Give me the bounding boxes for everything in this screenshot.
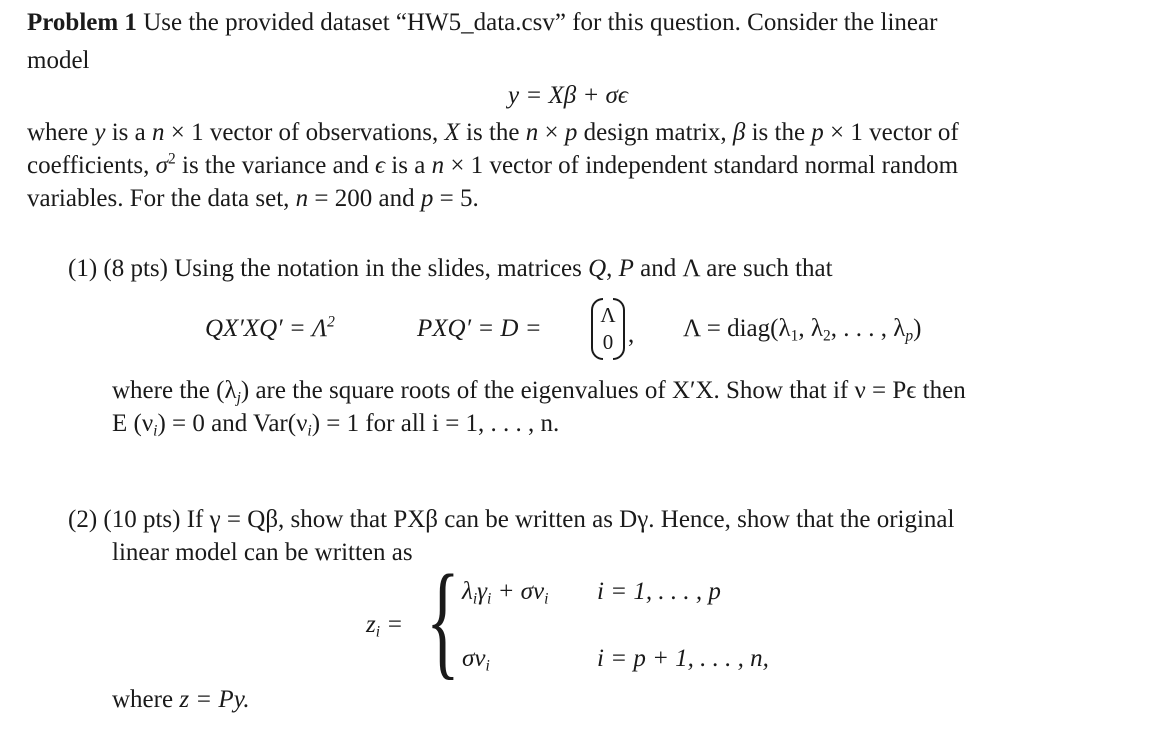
vector-bottom: 0 [602,330,614,354]
part1-expectation-line: E $(\nu_i) = 0$ and $Var(\nu_i) = 1$ for all i = 1, . . . , n. [112,410,560,440]
description-line1: where y is a n × 1 vector of observations, X is the n × p design matrix, β is the p × 1 vector of [27,119,959,146]
part1-text: Using the notation in the slides, matrices [174,255,582,282]
part1-where-line: where the $(\lambda_j)$ are the square roots of the eigenvalues of X′X. Show that if ν = Pϵ then [112,377,966,407]
part1-label: (1) [68,255,98,282]
cases-brace: { [426,549,460,691]
case2-expr: $\sigma\nu_i$ [462,645,490,675]
eq-a-sup: 2 [327,313,335,331]
problem-intro-line2 [27,48,90,73]
part1-eq-a [205,313,335,342]
problem-heading: Problem 1 [27,9,137,36]
cases-lhs: $z_i$ = [366,611,404,641]
problem-intro-text: Use the provided dataset “HW5_data.csv” for this question. Consider the linear [143,9,938,36]
case2-cond [597,646,769,671]
part1-eq-c: $\Lambda = diag(\lambda_1$, $\lambda_2$, . . . , $\lambda_p$) [683,315,922,345]
desc-text: coefficients, [27,152,150,179]
case1-condition: i = 1, . . . , p [597,578,721,605]
where-a: where the (λ [112,377,237,404]
desc-text: vector of independent standard normal random [489,152,959,179]
exp-b: ) = 0 and Var(ν [157,410,308,437]
case1-cond [597,579,721,604]
desc-text: is the [745,119,812,146]
block-vector [591,298,625,360]
eq-a-text: QX′XQ′ = Λ [205,315,328,342]
case2-sigma: σν [462,645,486,672]
case1-expr: $\lambda_i\gamma_i + \sigma\nu_i$ [462,578,549,608]
desc-text: is a [391,152,426,179]
part1-eq-b [417,316,542,341]
desc-text: where [27,119,95,146]
desc-text: and [378,185,415,212]
part2-line2 [112,540,413,565]
where-equation: z = Py. [179,686,250,713]
desc-text: is a [105,119,152,146]
part2-text: If γ = Qβ, show that PXβ can be written as Dγ. Hence, show that the original [186,506,955,533]
description-line2: coefficients, $\sigma^2$ is the variance and ϵ is a n × 1 vector of independent standard normal random [27,150,959,179]
description-line3: variables. For the data set, n = 200 and p = 5. [27,185,479,212]
lhs-z: z [366,611,376,638]
desc-text: is the [459,119,526,146]
eq-b-text: PXQ′ = D = [417,315,542,342]
desc-text: vector of [862,119,959,146]
part2-where-line [112,687,250,712]
exp-a: E (ν [112,410,154,437]
where-b: ) are the square roots of the eigenvalues of X′X. Show that if ν = Pϵ then [240,377,966,404]
part2-line2-text: linear model can be written as [112,539,413,566]
part2-points: (10 pts) [103,506,181,533]
part1-points: (8 pts) [103,255,168,282]
problem-intro-line1 [27,10,937,35]
part2-line1 [68,507,954,532]
vector-comma: , [628,321,635,348]
part1-and: and [640,255,677,282]
desc-text: vector of observations, [203,119,445,146]
part2-label: (2) [68,506,98,533]
eq-c-text: Λ = diag(λ [683,315,791,342]
model-eq-text: y = Xβ + σϵ [508,82,628,109]
case1-lambda: λ [462,578,473,605]
desc-text: is the variance and [182,152,369,179]
where-word: where [112,686,174,713]
desc-text: variables. For the data set, [27,185,290,212]
case2-condition: i = p + 1, . . . , n, [597,645,769,672]
eq-c-tail: ) [913,315,922,342]
intro-continuation: model [27,47,90,74]
model-equation [508,83,628,108]
part1-line1: (1) (8 pts) Using the notation in the slides, matrices Q, P and Λ are such that [68,255,833,282]
exp-c: ) = 1 for all i = 1, . . . , n. [311,410,560,437]
desc-text: design matrix, [577,119,733,146]
part1-such-that: are such that [706,255,833,282]
vector-top: Λ [600,303,616,327]
